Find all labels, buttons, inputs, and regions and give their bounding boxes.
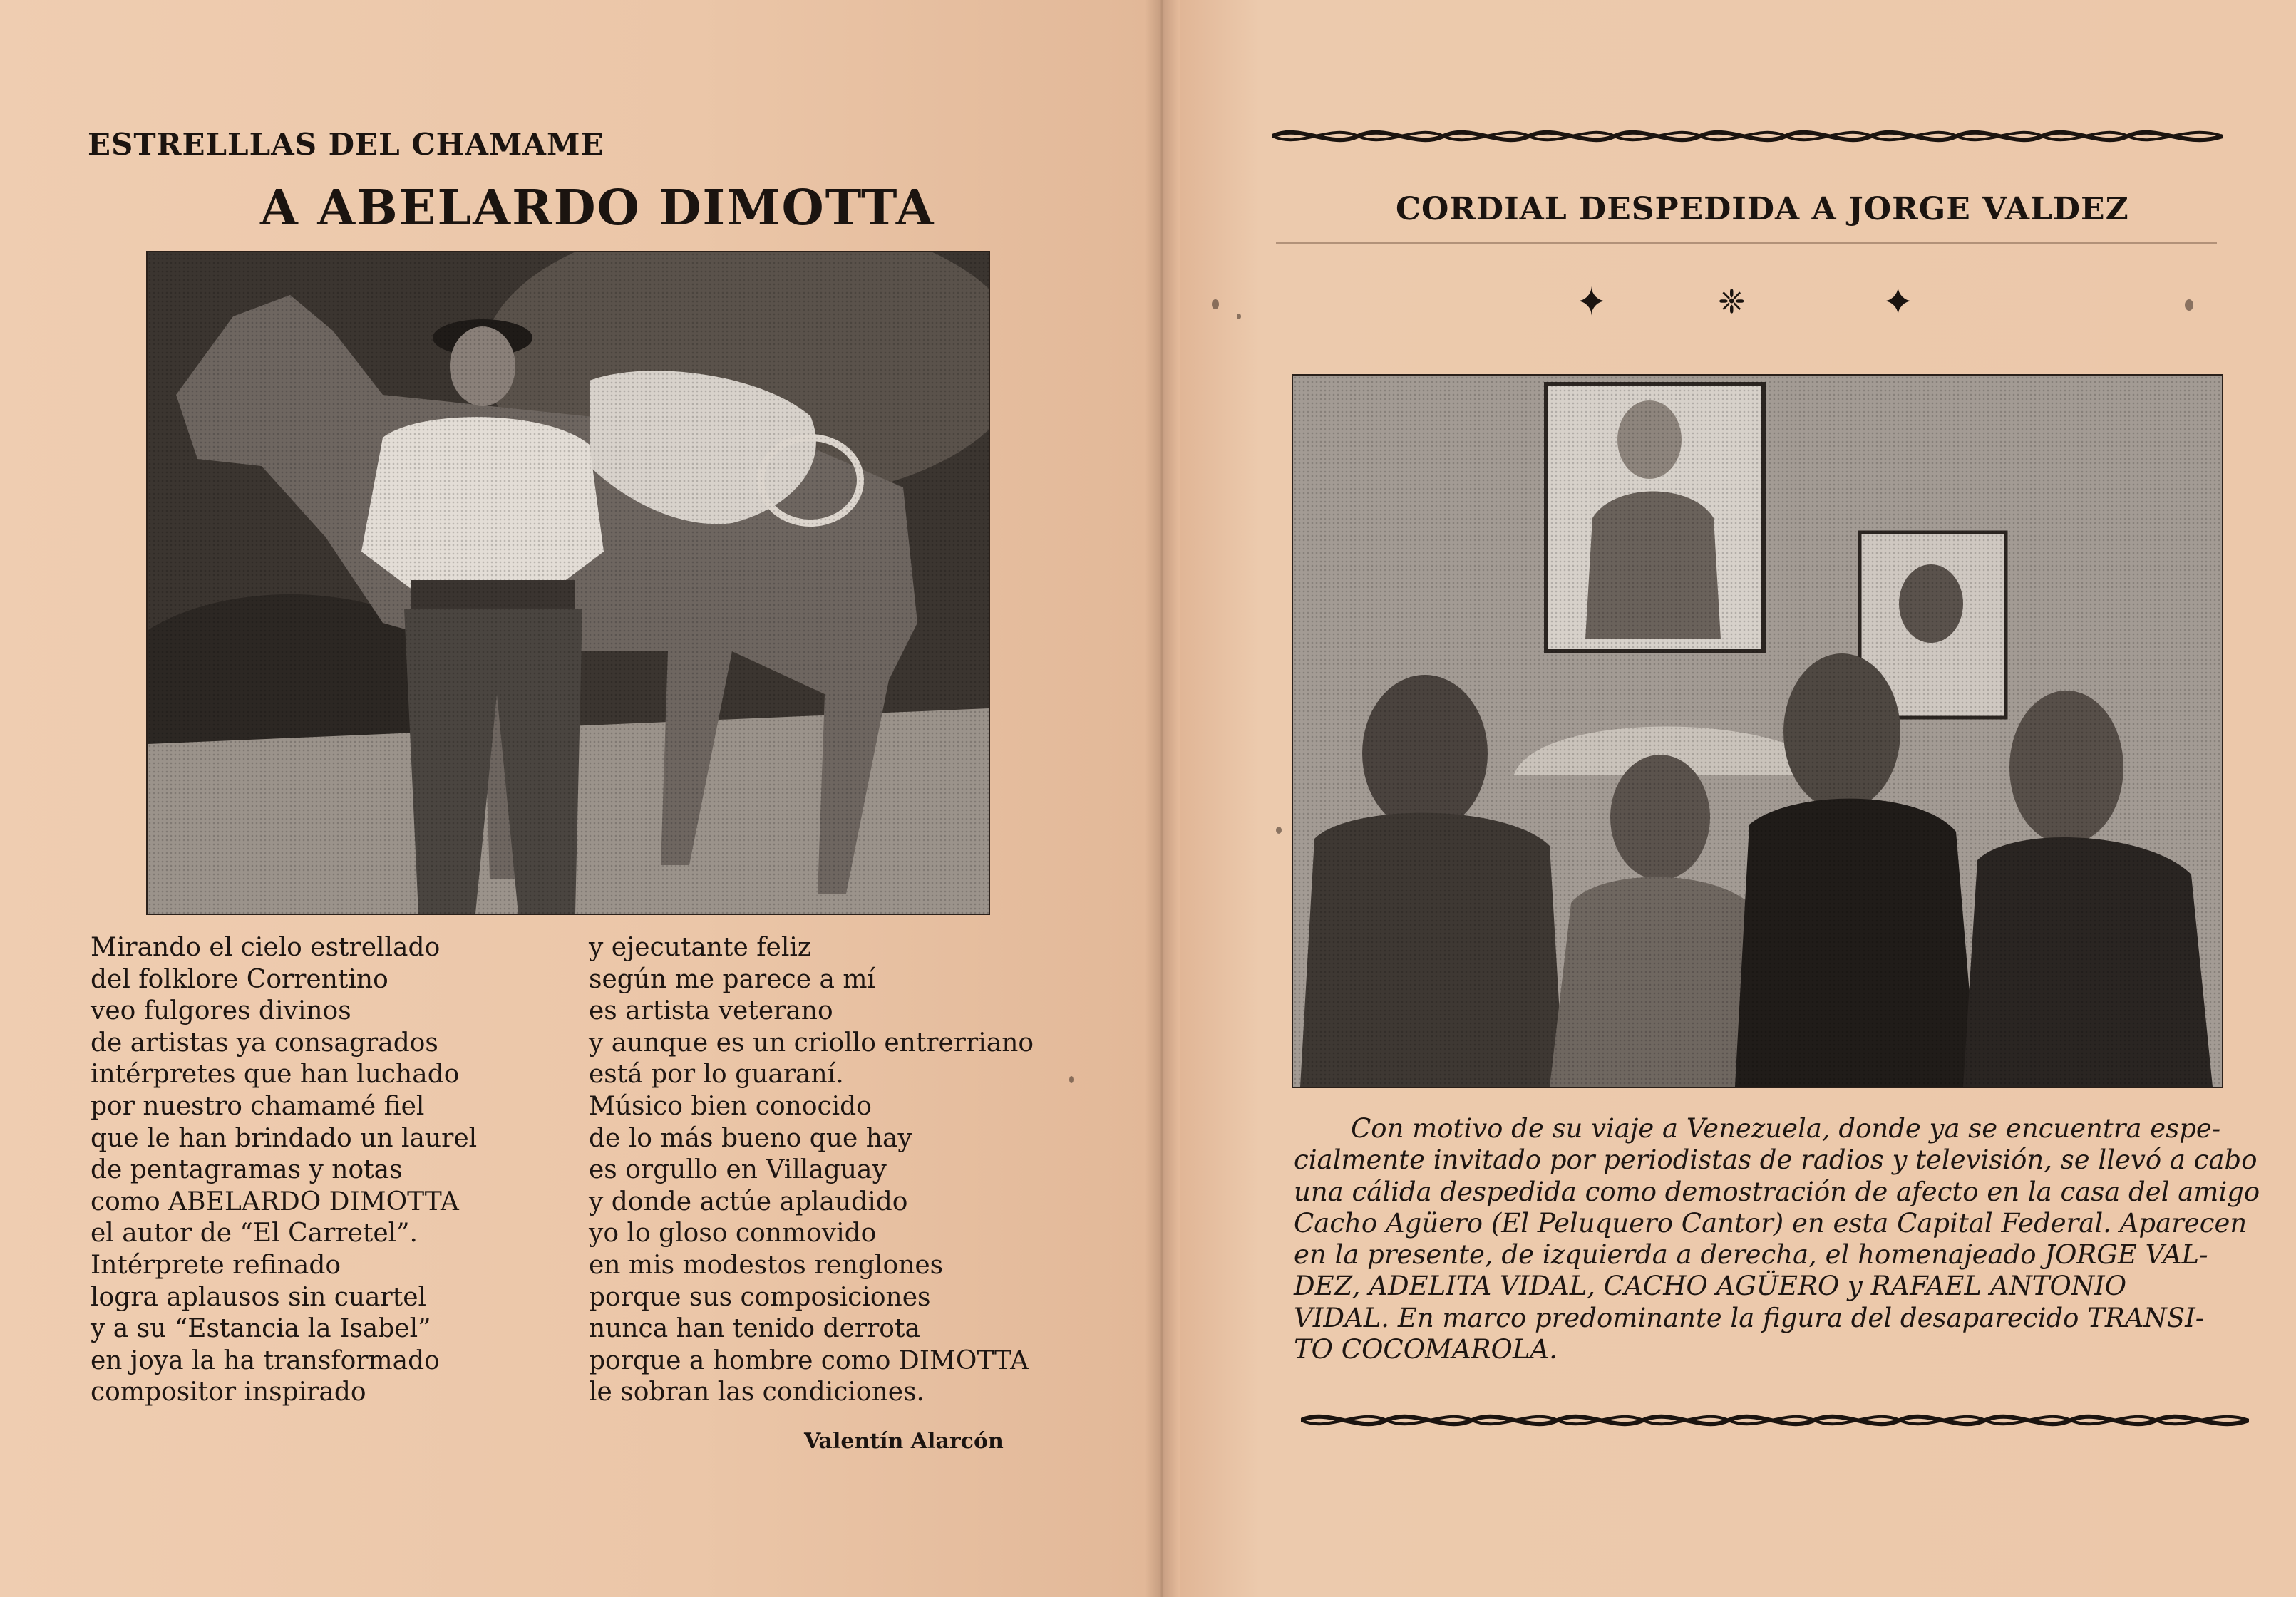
paper-speck [1237, 314, 1241, 319]
emblem-icon: ❈ [1718, 282, 1746, 321]
poem-byline: Valentín Alarcón [804, 1429, 1004, 1454]
poem-line: nunca han tenido derrota [589, 1314, 920, 1344]
star-icon: ✦ [1575, 279, 1608, 324]
poem-line: de artistas ya consagrados [91, 1028, 438, 1058]
paper-speck [2185, 299, 2193, 311]
poem-column-1 [91, 932, 575, 1409]
photo-caption [1294, 1113, 2260, 1365]
poem-line: según me parece a mí [589, 964, 876, 994]
caption-line: DEZ, ADELITA VIDAL, CACHO AGÜERO y RAFAEL ANTONIO [1294, 1271, 2127, 1302]
poem-line: y donde actúe aplaudido [589, 1187, 908, 1216]
poem-line: Músico bien conocido [589, 1091, 872, 1121]
poem-line: de lo más bueno que hay [589, 1123, 912, 1153]
poem-line: está por lo guaraní. [589, 1060, 844, 1090]
poem-line: logra aplausos sin cuartel [91, 1282, 427, 1312]
poem-line: yo lo gloso conmovido [589, 1219, 877, 1249]
poem-line: y aunque es un criollo entrerriano [589, 1028, 1034, 1058]
poem-line: porque sus composiciones [589, 1282, 931, 1312]
poem-line: del folklore Correntino [91, 964, 388, 994]
caption-line: TO COCOMAROLA. [1294, 1334, 1558, 1365]
poem-line: Intérprete refinado [91, 1250, 341, 1280]
poem-line: y ejecutante feliz [589, 933, 811, 962]
caption-line: Con motivo de su viaje a Venezuela, donde ya se encuentra espe- [1351, 1113, 2221, 1144]
group-farewell-photo [1292, 374, 2223, 1088]
poem-line: intérpretes que han luchado [91, 1060, 460, 1090]
poem-line: veo fulgores divinos [91, 996, 351, 1026]
poem-column-2 [589, 932, 1102, 1409]
section-label: ESTRELLLAS DEL CHAMAME [88, 127, 604, 162]
title-divider [1276, 242, 2217, 244]
paper-speck [1069, 1076, 1074, 1083]
paper-speck [1276, 827, 1282, 834]
star-icon: ✦ [1882, 279, 1915, 324]
caption-line: una cálida despedida como demostración de afecto en la casa del amigo [1294, 1176, 2260, 1207]
gaucho-horse-photo [146, 251, 990, 915]
poem-line: en mis modestos renglones [589, 1250, 944, 1280]
article-title: CORDIAL DESPEDIDA A JORGE VALDEZ [1396, 191, 2129, 227]
star-divider [1575, 279, 1915, 324]
poem-line: el autor de “El Carretel”. [91, 1219, 418, 1249]
poem-line: es orgullo en Villaguay [589, 1155, 887, 1185]
poem-line: en joya la ha transformado [91, 1345, 440, 1375]
poem-line: Mirando el cielo estrellado [91, 933, 441, 962]
caption-line: en la presente, de izquierda a derecha, el homenajeado JORGE VAL- [1294, 1239, 2208, 1271]
article-headline: A ABELARDO DIMOTTA [260, 180, 935, 237]
poem-line: que le han brindado un laurel [91, 1123, 478, 1153]
poem-line: como ABELARDO DIMOTTA [91, 1187, 459, 1216]
poem-line: compositor inspirado [91, 1378, 366, 1407]
poem-line: le sobran las condiciones. [589, 1378, 925, 1407]
poem-line: de pentagramas y notas [91, 1155, 403, 1185]
vine-border-ornament-icon [1272, 120, 2223, 153]
poem-line: por nuestro chamamé fiel [91, 1091, 425, 1121]
caption-line: Cacho Agüero (El Peluquero Cantor) en esta Capital Federal. Aparecen [1294, 1207, 2248, 1239]
book-gutter [1144, 0, 1180, 1597]
caption-line: cialmente invitado por periodistas de radios y televisión, se llevó a cabo [1294, 1144, 2258, 1176]
poem-line: y a su “Estancia la Isabel” [91, 1314, 431, 1344]
caption-line: VIDAL. En marco predominante la figura del desaparecido TRANSI- [1294, 1302, 2205, 1333]
vine-border-ornament-icon [1301, 1404, 2249, 1437]
poem-line: es artista veterano [589, 996, 833, 1026]
paper-speck [1212, 299, 1219, 309]
poem-line: porque a hombre como DIMOTTA [589, 1345, 1029, 1375]
